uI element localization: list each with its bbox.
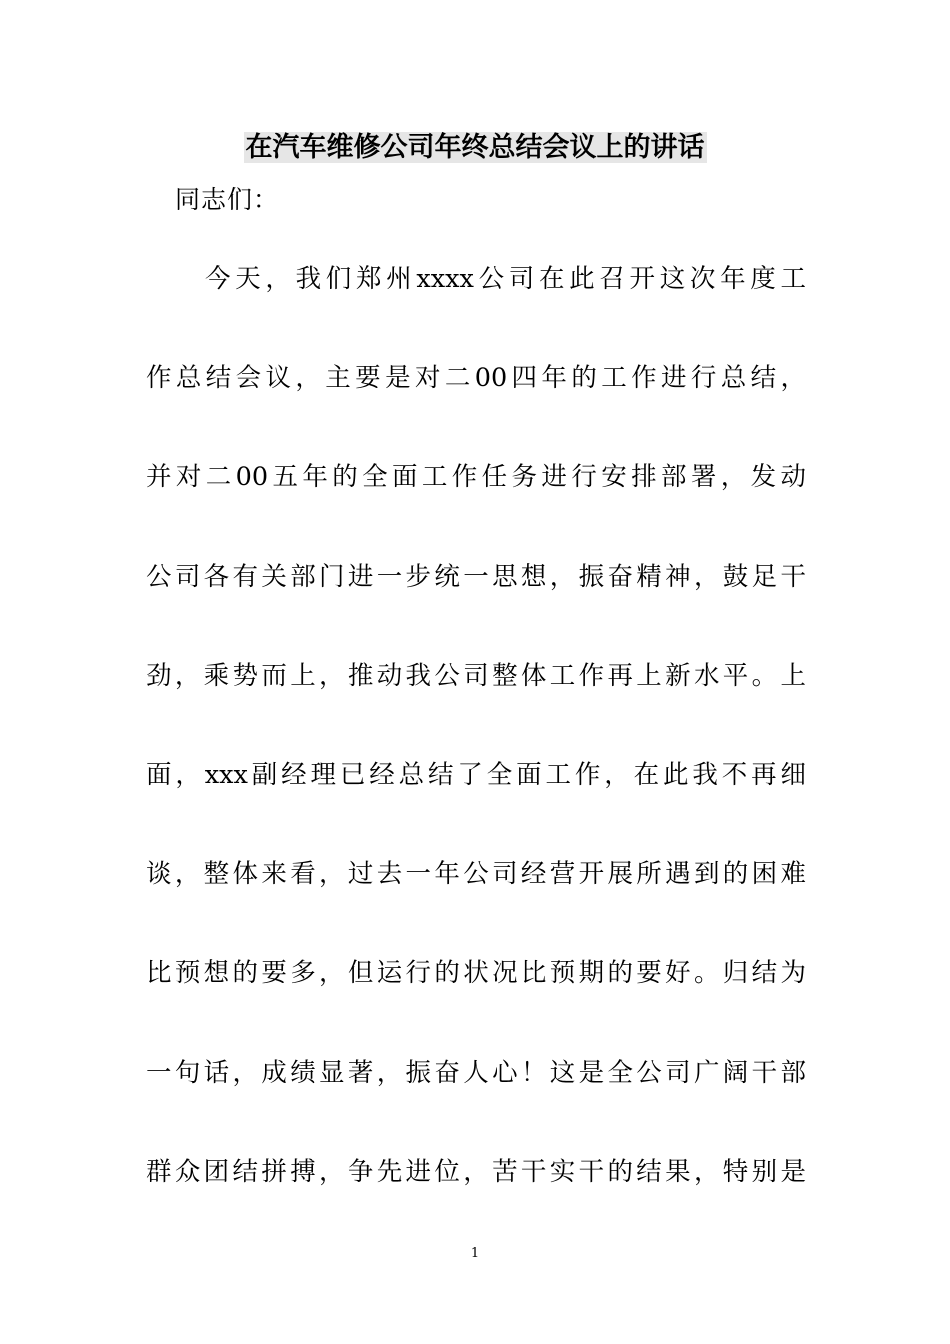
body-line: 一句话，成绩显著，振奋人心！这是全公司广阔干部 xyxy=(146,1057,806,1088)
document-title-text: 在汽车维修公司年终总结会议上的讲话 xyxy=(245,132,705,163)
body-line: 谈，整体来看，过去一年公司经营开展所遇到的困难 xyxy=(146,859,806,890)
body-line: 群众团结拼搏，争先进位，苦干实干的结果，特别是 xyxy=(146,1156,806,1187)
document-title xyxy=(0,128,950,168)
body-line: 今天，我们郑州xxxx公司在此召开这次年度工 xyxy=(205,264,806,294)
body-line: 公司各有关部门进一步统一思想，振奋精神，鼓足干 xyxy=(146,561,806,592)
body-line: 比预想的要多，但运行的状况比预期的要好。归结为 xyxy=(146,958,806,989)
page-number: 1 xyxy=(470,1246,480,1261)
body-line: 作总结会议，主要是对二00四年的工作进行总结， xyxy=(146,363,806,394)
body-text xyxy=(146,259,806,1251)
body-line: 并对二00五年的全面工作任务进行安排部署，发动 xyxy=(146,462,806,493)
body-line: 面，xxx副经理已经总结了全面工作，在此我不再细 xyxy=(146,759,806,790)
body-line: 劲，乘势而上，推动我公司整体工作再上新水平。上 xyxy=(146,660,806,691)
salutation: 同志们： xyxy=(175,185,280,214)
